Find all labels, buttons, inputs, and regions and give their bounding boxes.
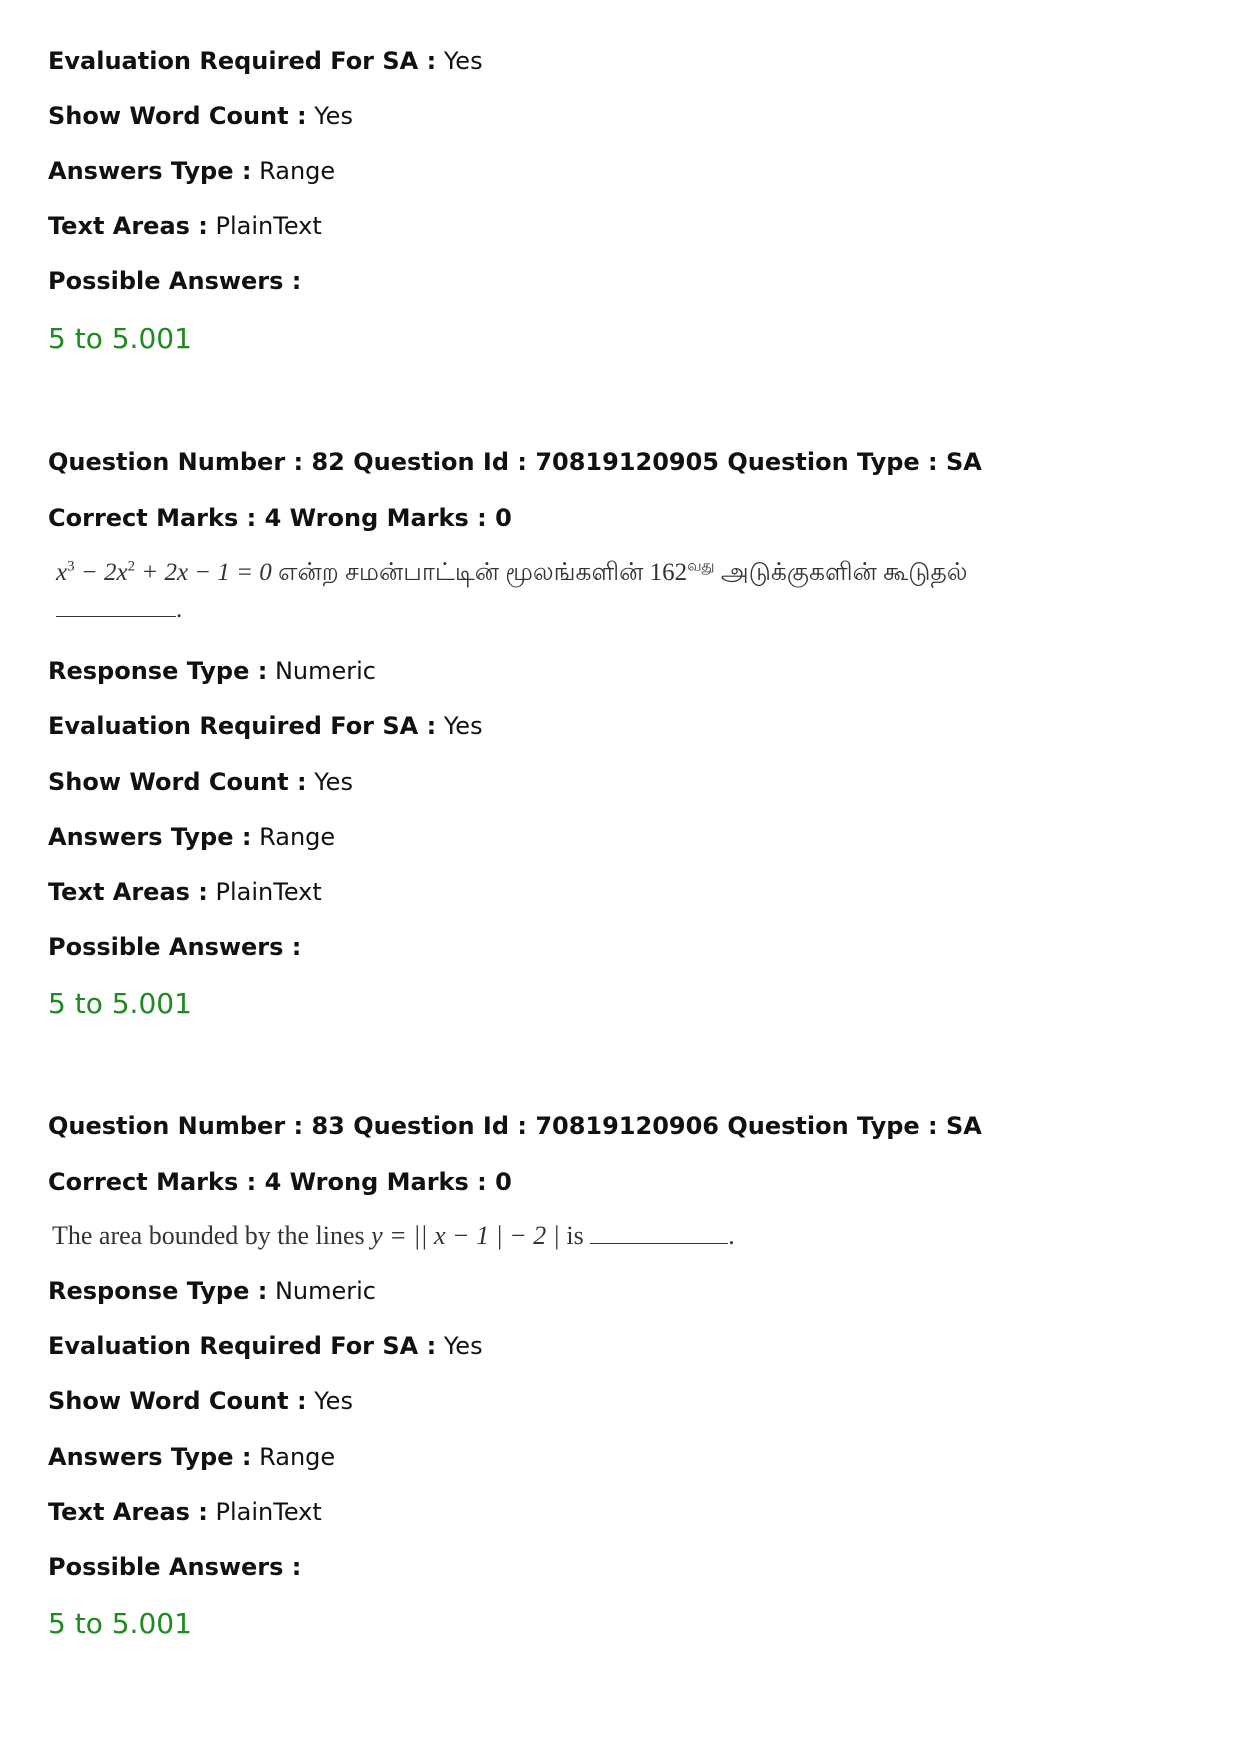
field-value: Range	[259, 157, 336, 185]
q83-math: y = || x − 1 | − 2 |	[371, 1221, 560, 1250]
field-label: Show Word Count :	[48, 102, 307, 130]
field-label: Evaluation Required For SA :	[48, 47, 437, 75]
field-value: Yes	[314, 768, 353, 796]
field-value: Numeric	[274, 1277, 376, 1305]
q83-header: Question Number : 83 Question Id : 70819120906 Question Type : SA	[48, 1112, 982, 1140]
field-value: PlainText	[215, 1498, 322, 1526]
field-label: Show Word Count :	[48, 1387, 307, 1415]
q83-answer-blank	[590, 1243, 728, 1244]
q81-wordcount-row	[48, 101, 353, 131]
q83-answers-type-row	[48, 1442, 335, 1472]
q82-equation-x-power: 3	[67, 558, 75, 575]
q82-text-b: அடுக்குகளின் கூடுதல்	[714, 559, 968, 586]
q83-possible-answer: 5 to 5.001	[48, 1607, 192, 1640]
q82-header: Question Number : 82 Question Id : 70819120905 Question Type : SA	[48, 448, 982, 476]
q82-equation-x: x	[56, 559, 68, 586]
q82-end-mark: .	[176, 596, 183, 623]
field-label: Answers Type :	[48, 823, 252, 851]
field-label: Text Areas :	[48, 878, 208, 906]
field-label: Answers Type :	[48, 157, 252, 185]
q82-equation-end: + 2x − 1 = 0	[135, 559, 272, 586]
q82-marks: Correct Marks : 4 Wrong Marks : 0	[48, 504, 512, 532]
q82-possible-answers-row	[48, 932, 301, 962]
field-label: Response Type :	[48, 1277, 268, 1305]
q82-equation-mid-power: 2	[127, 558, 136, 575]
field-label: Possible Answers :	[48, 267, 302, 295]
field-label: Possible Answers :	[48, 933, 302, 961]
field-value: Numeric	[274, 657, 376, 685]
q83-response-row	[48, 1276, 376, 1306]
q82-text-a: என்ற சமன்பாட்டின் மூலங்களின் 162	[271, 559, 688, 586]
q82-question-text	[56, 557, 968, 589]
q83-possible-answers-row	[48, 1552, 301, 1582]
q83-wordcount-row	[48, 1386, 353, 1416]
field-label: Show Word Count :	[48, 768, 307, 796]
field-label: Response Type :	[48, 657, 268, 685]
q82-eval-row	[48, 711, 483, 741]
q82-text-sup: வது	[687, 558, 715, 575]
q81-possible-answers-row	[48, 266, 301, 296]
field-value: Range	[259, 1443, 336, 1471]
q83-text-a: The area bounded by the lines	[52, 1221, 372, 1250]
q83-question-text	[52, 1220, 735, 1252]
q82-response-row	[48, 656, 376, 686]
field-value: Range	[259, 823, 336, 851]
q83-end-mark: .	[728, 1221, 735, 1250]
field-value: Yes	[314, 1387, 353, 1415]
q83-text-b: is	[559, 1221, 591, 1250]
q81-eval-row	[48, 46, 483, 76]
q81-text-areas-row	[48, 211, 322, 241]
q83-eval-row	[48, 1331, 483, 1361]
q82-answer-blank	[56, 616, 176, 617]
field-value: Yes	[314, 102, 353, 130]
field-value: Yes	[443, 47, 483, 75]
field-value: PlainText	[215, 212, 322, 240]
q82-text-areas-row	[48, 877, 322, 907]
field-label: Text Areas :	[48, 212, 208, 240]
q83-marks: Correct Marks : 4 Wrong Marks : 0	[48, 1168, 512, 1196]
field-label: Answers Type :	[48, 1443, 252, 1471]
q83-text-areas-row	[48, 1497, 322, 1527]
q81-possible-answer: 5 to 5.001	[48, 322, 192, 355]
field-label: Evaluation Required For SA :	[48, 1332, 437, 1360]
field-value: Yes	[443, 1332, 483, 1360]
field-value: PlainText	[215, 878, 322, 906]
field-label: Text Areas :	[48, 1498, 208, 1526]
q82-possible-answer: 5 to 5.001	[48, 987, 192, 1020]
q82-answer-blank-line	[56, 594, 182, 626]
q81-answers-type-row	[48, 156, 335, 186]
field-label: Possible Answers :	[48, 1553, 302, 1581]
field-value: Yes	[443, 712, 483, 740]
q82-answers-type-row	[48, 822, 335, 852]
q82-equation-mid: − 2x	[74, 559, 128, 586]
field-label: Evaluation Required For SA :	[48, 712, 437, 740]
q82-wordcount-row	[48, 767, 353, 797]
